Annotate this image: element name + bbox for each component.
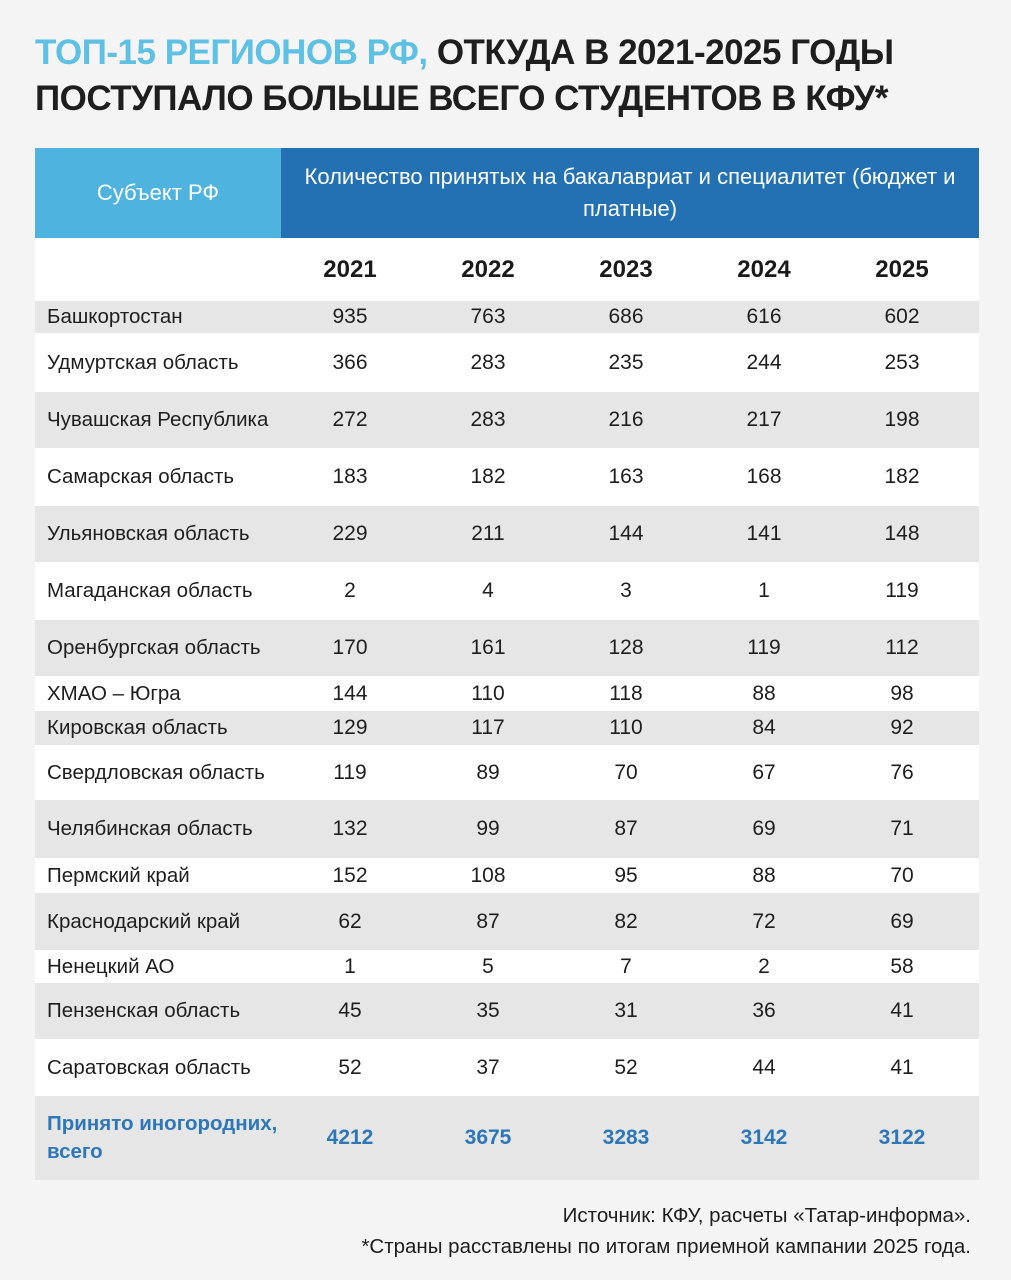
table-row: [35, 301, 979, 333]
regions-table: [35, 148, 979, 1180]
value-cell: 69: [752, 817, 776, 840]
value-cell: 98: [890, 681, 914, 705]
value-cell: 128: [608, 636, 644, 659]
value-cell: 119: [747, 636, 781, 659]
region-name: Башкортостан: [47, 305, 183, 328]
value-cell: 602: [884, 305, 920, 328]
value-cell: 217: [746, 408, 782, 431]
value-cell: 686: [608, 305, 644, 328]
value-cell: 35: [476, 999, 500, 1022]
value-cell: 152: [332, 863, 368, 887]
region-name: Ненецкий АО: [47, 954, 175, 978]
value-cell: 2: [758, 954, 770, 978]
value-cell: 366: [332, 350, 368, 374]
value-cell: 935: [332, 305, 368, 328]
table-header: [35, 148, 979, 238]
value-cell: 244: [746, 350, 782, 374]
value-cell: 70: [614, 760, 638, 784]
quantity-header: Количество принятых на бакалавриат и специалитет (бюджет и платные): [281, 148, 979, 238]
table-row: [35, 745, 979, 800]
total-row: [35, 1096, 979, 1180]
value-cell: 132: [332, 817, 368, 840]
total-value-cell: 4212: [326, 1126, 374, 1149]
years-row: [35, 238, 979, 301]
value-cell: 88: [752, 681, 776, 705]
table-row: [35, 562, 979, 620]
value-cell: 161: [470, 636, 506, 659]
year-2024: 2024: [737, 255, 791, 283]
value-cell: 87: [614, 817, 638, 840]
footer: [361, 1200, 971, 1262]
region-name: Пензенская область: [47, 999, 241, 1022]
value-cell: 253: [884, 350, 920, 374]
table-row: [35, 676, 979, 711]
value-cell: 235: [608, 350, 644, 374]
table-row: [35, 392, 979, 448]
total-value-cell: 3122: [878, 1126, 926, 1149]
region-name: Краснодарский край: [47, 909, 241, 933]
region-name: Оренбургская область: [47, 636, 261, 659]
year-2023: 2023: [599, 255, 653, 283]
value-cell: 7: [620, 954, 632, 978]
value-cell: 2: [344, 579, 356, 602]
region-name: Удмуртская область: [47, 350, 239, 374]
value-cell: 119: [885, 579, 919, 602]
total-value-cell: 3142: [740, 1126, 788, 1149]
value-cell: 4: [482, 579, 494, 602]
value-cell: 283: [470, 350, 506, 374]
value-cell: 163: [608, 465, 644, 488]
table-row: [35, 333, 979, 392]
value-cell: 144: [332, 681, 368, 705]
value-cell: 168: [746, 465, 782, 488]
table-row: [35, 1039, 979, 1096]
value-cell: 72: [752, 909, 776, 933]
value-cell: 36: [752, 999, 776, 1022]
table-row: [35, 983, 979, 1039]
source-note: Источник: КФУ, расчеты «Татар-информа».: [562, 1204, 971, 1227]
region-name: Ульяновская область: [47, 522, 250, 545]
value-cell: 117: [471, 716, 505, 739]
value-cell: 44: [752, 1055, 776, 1079]
value-cell: 182: [884, 465, 920, 488]
region-name: Магаданская область: [47, 579, 253, 602]
value-cell: 229: [332, 522, 368, 545]
value-cell: 148: [884, 522, 920, 545]
value-cell: 1: [758, 579, 770, 602]
value-cell: 70: [890, 863, 914, 887]
table-row: [35, 448, 979, 506]
value-cell: 272: [332, 408, 368, 431]
region-name: Саратовская область: [47, 1055, 251, 1079]
total-label: Принято иногородних, всего: [47, 1112, 278, 1163]
value-cell: 144: [608, 522, 644, 545]
value-cell: 763: [470, 305, 506, 328]
value-cell: 92: [890, 716, 914, 739]
region-name: ХМАО – Югра: [47, 681, 181, 705]
title-accent: ТОП-15 РЕГИОНОВ РФ,: [35, 33, 428, 72]
value-cell: 183: [332, 465, 368, 488]
value-cell: 283: [470, 408, 506, 431]
value-cell: 84: [752, 716, 776, 739]
table-row: [35, 858, 979, 893]
region-name: Пермский край: [47, 863, 190, 887]
year-2021: 2021: [323, 255, 377, 283]
year-2025: 2025: [875, 255, 929, 283]
value-cell: 71: [890, 817, 914, 840]
ranking-note: *Страны расставлены по итогам приемной кампании 2025 года.: [361, 1235, 971, 1258]
page-title: [35, 30, 995, 122]
value-cell: 69: [890, 909, 914, 933]
value-cell: 88: [752, 863, 776, 887]
value-cell: 182: [470, 465, 506, 488]
title-line-1: [35, 30, 995, 76]
table-row: [35, 711, 979, 745]
value-cell: 110: [471, 681, 505, 705]
value-cell: 110: [609, 716, 643, 739]
value-cell: 616: [746, 305, 782, 328]
value-cell: 1: [344, 954, 356, 978]
value-cell: 211: [471, 522, 505, 545]
value-cell: 108: [470, 863, 506, 887]
value-cell: 31: [614, 999, 638, 1022]
value-cell: 82: [614, 909, 638, 933]
table-row: [35, 506, 979, 562]
value-cell: 58: [890, 954, 914, 978]
value-cell: 3: [620, 579, 632, 602]
total-value-cell: 3283: [602, 1126, 650, 1149]
value-cell: 118: [609, 681, 643, 705]
value-cell: 37: [476, 1055, 500, 1079]
value-cell: 198: [884, 408, 920, 431]
value-cell: 170: [332, 636, 368, 659]
region-name: Самарская область: [47, 465, 235, 488]
table-row: [35, 893, 979, 950]
value-cell: 5: [482, 954, 494, 978]
region-name: Кировская область: [47, 716, 228, 739]
value-cell: 89: [476, 760, 500, 784]
value-cell: 141: [746, 522, 782, 545]
value-cell: 52: [338, 1055, 362, 1079]
title-line1-rest: ОТКУДА В 2021-2025 ГОДЫ: [436, 33, 894, 72]
value-cell: 216: [608, 408, 644, 431]
total-value-cell: 3675: [464, 1126, 512, 1149]
value-cell: 76: [890, 760, 914, 784]
year-2022: 2022: [461, 255, 515, 283]
value-cell: 67: [752, 760, 776, 784]
table-row: [35, 950, 979, 983]
value-cell: 95: [614, 863, 638, 887]
value-cell: 119: [333, 760, 367, 784]
region-name: Челябинская область: [47, 817, 253, 840]
table-row: [35, 800, 979, 858]
region-name: Чувашская Республика: [47, 408, 269, 431]
value-cell: 112: [885, 636, 919, 659]
title-line-2: ПОСТУПАЛО БОЛЬШЕ ВСЕГО СТУДЕНТОВ В КФУ*: [35, 79, 889, 118]
value-cell: 99: [476, 817, 500, 840]
value-cell: 41: [890, 999, 914, 1022]
value-cell: 87: [476, 909, 500, 933]
value-cell: 52: [614, 1055, 638, 1079]
value-cell: 45: [338, 999, 362, 1022]
subject-header: Субъект РФ: [35, 148, 281, 238]
value-cell: 62: [338, 909, 362, 933]
region-name: Свердловская область: [47, 760, 265, 784]
value-cell: 41: [890, 1055, 914, 1079]
table-row: [35, 620, 979, 676]
value-cell: 129: [332, 716, 368, 739]
